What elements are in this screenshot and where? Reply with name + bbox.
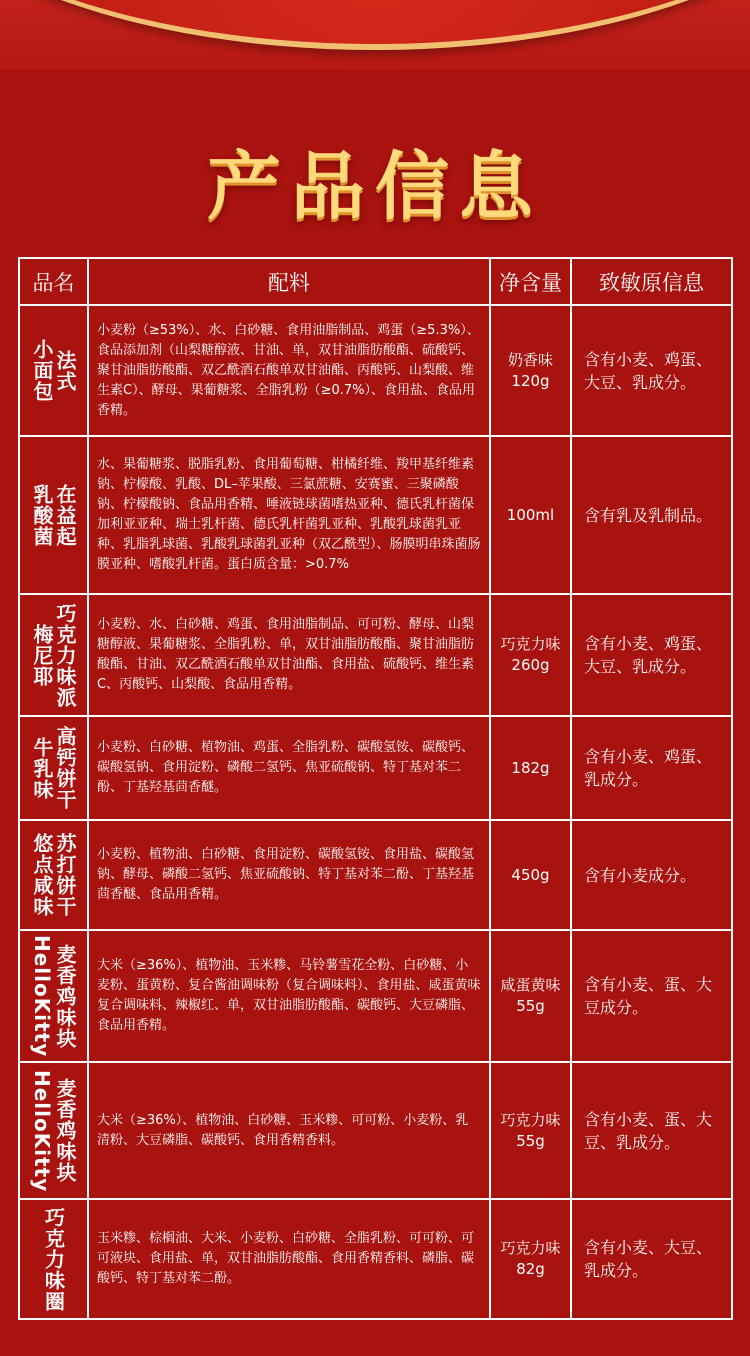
product-name-text: 苏打饼干 (53, 833, 77, 917)
product-name-text: 小面包 (30, 339, 54, 402)
product-name-text: 在益起 (53, 483, 77, 547)
product-name-cell (19, 436, 88, 594)
allergen-cell: 含有小麦、蛋、大豆、乳成分。 (571, 1062, 732, 1199)
net-content-cell: 182g (490, 716, 571, 820)
table-row (19, 930, 732, 1062)
product-name-text: 巧克力味派 (53, 602, 77, 708)
table-row (19, 716, 732, 820)
product-name-text: 法式 (53, 349, 77, 392)
allergen-cell: 含有小麦成分。 (571, 820, 732, 930)
product-name-cell (19, 820, 88, 930)
net-content-cell: 巧克力味 260g (490, 594, 571, 716)
table-row (19, 1199, 732, 1319)
header-ingredients: 配料 (88, 258, 490, 305)
product-name-text: 牛乳味 (30, 736, 54, 800)
product-name-cell (19, 1199, 88, 1319)
allergen-cell: 含有小麦、鸡蛋、乳成分。 (571, 716, 732, 820)
product-name-text: 巧克力味圈 (41, 1206, 66, 1312)
allergen-cell: 含有小麦、大豆、乳成分。 (571, 1199, 732, 1319)
table-row (19, 305, 732, 436)
product-name-text: 高钙饼干 (53, 726, 77, 810)
product-name-cell (19, 716, 88, 820)
product-name-text: 乳酸菌 (30, 483, 54, 547)
product-name-text: 梅尼耶 (30, 623, 54, 687)
ingredients-cell: 大米（≥36%）、植物油、白砂糖、玉米糁、可可粉、小麦粉、乳清粉、大豆磷脂、碳酸钙、食用香精香料。 (88, 1062, 490, 1199)
net-content-cell: 咸蛋黄味 55g (490, 930, 571, 1062)
net-content-cell: 巧克力味 55g (490, 1062, 571, 1199)
header-product-name: 品名 (19, 258, 88, 305)
ingredients-cell: 小麦粉、水、白砂糖、鸡蛋、食用油脂制品、可可粉、酵母、山梨糖醇液、果葡糖浆、全脂乳粉、单，双甘油脂肪酸酯、聚甘油脂肪酸酯、甘油、双乙酰酒石酸单双甘油酯、食用盐、硫酸钙、维生素C、丙酸钙、山梨酸、食品用香精。 (88, 594, 490, 716)
page-title: 产品信息 (207, 144, 543, 230)
product-name-text: HelloKitty (30, 1069, 54, 1192)
net-content-cell: 450g (490, 820, 571, 930)
product-info-table (18, 257, 733, 1320)
net-content-cell: 100ml (490, 436, 571, 594)
net-content-cell: 巧克力味 82g (490, 1199, 571, 1319)
ingredients-cell: 水、果葡糖浆、脱脂乳粉、食用葡萄糖、柑橘纤维、羧甲基纤维素钠、柠檬酸、乳酸、DL–苹果酸、三氯蔗糖、安赛蜜、三聚磷酸钠、柠檬酸钠、食品用香精、唾液链球菌嗜热亚种、德氏乳杆菌保加利亚亚种、瑞士乳杆菌、德氏乳杆菌乳亚种、乳酸乳球菌乳亚种、乳脂乳球菌、乳酸乳球菌乳亚种（双乙酰型）、肠膜明串珠菌肠膜亚种、嗜酸乳杆菌。蛋白质含量：>0.7% (88, 436, 490, 594)
ingredients-cell: 小麦粉、白砂糖、植物油、鸡蛋、全脂乳粉、碳酸氢铵、碳酸钙、碳酸氢钠、食用淀粉、磷酸二氢钙、焦亚硫酸钠、特丁基对苯二酚、丁基羟基茴香醚。 (88, 716, 490, 820)
allergen-cell: 含有小麦、鸡蛋、大豆、乳成分。 (571, 305, 732, 436)
table-row (19, 1062, 732, 1199)
product-name-text: 悠点咸味 (30, 833, 54, 917)
ingredients-cell: 大米（≥36%）、植物油、玉米糁、马铃薯雪花全粉、白砂糖、小麦粉、蛋黄粉、复合酱油调味粉（复合调味料）、食用盐、咸蛋黄味复合调味料、辣椒红、单，双甘油脂肪酸酯、碳酸钙、大豆磷脂、食品用香精。 (88, 930, 490, 1062)
product-name-text: HelloKitty (30, 935, 54, 1058)
allergen-cell: 含有小麦、蛋、大豆成分。 (571, 930, 732, 1062)
allergen-cell: 含有小麦、鸡蛋、大豆、乳成分。 (571, 594, 732, 716)
net-content-cell: 奶香味 120g (490, 305, 571, 436)
table-row (19, 594, 732, 716)
table-row (19, 436, 732, 594)
product-name-cell (19, 305, 88, 436)
product-name-text: 麦香鸡味块 (53, 1078, 77, 1184)
table-row (19, 820, 732, 930)
product-name-cell (19, 594, 88, 716)
allergen-cell: 含有乳及乳制品。 (571, 436, 732, 594)
ingredients-cell: 小麦粉（≥53%）、水、白砂糖、食用油脂制品、鸡蛋（≥5.3%）、食品添加剂（山梨糖醇液、甘油、单，双甘油脂肪酸酯、硫酸钙、聚甘油脂肪酸酯、双乙酰酒石酸单双甘油酯、丙酸钙、山梨酸、维生素C）、酵母、果葡糖浆、全脂乳粉（≥0.7%）、食用盐、食品用香精。 (88, 305, 490, 436)
ingredients-cell: 小麦粉、植物油、白砂糖、食用淀粉、碳酸氢铵、食用盐、碳酸氢钠、酵母、磷酸二氢钙、焦亚硫酸钠、特丁基对苯二酚、丁基羟基茴香醚、食品用香精。 (88, 820, 490, 930)
product-name-text: 麦香鸡味块 (53, 943, 77, 1049)
table-header-row (19, 258, 732, 305)
header-allergen-info: 致敏原信息 (571, 258, 732, 305)
ingredients-cell: 玉米糁、棕榈油、大米、小麦粉、白砂糖、全脂乳粉、可可粉、可可液块、食用盐、单，双甘油脂肪酸酯、食用香精香料、磷脂、碳酸钙、特丁基对苯二酚。 (88, 1199, 490, 1319)
product-name-cell (19, 930, 88, 1062)
header-net-content: 净含量 (490, 258, 571, 305)
product-name-cell (19, 1062, 88, 1199)
